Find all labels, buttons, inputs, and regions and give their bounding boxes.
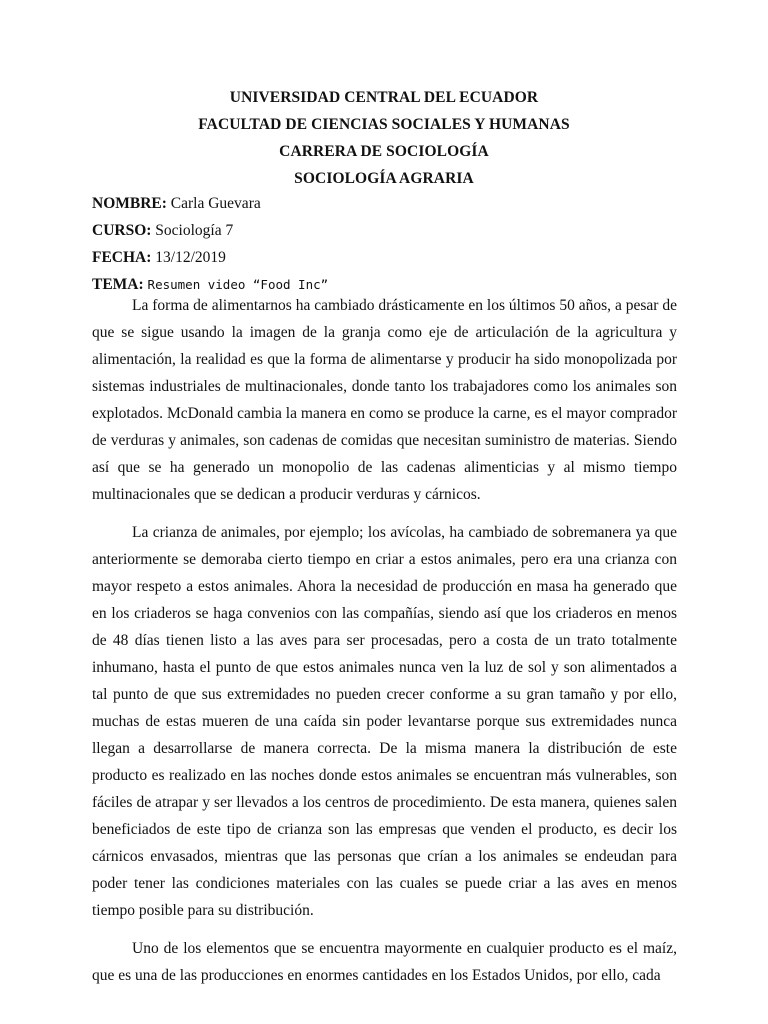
name-label: NOMBRE: [92, 195, 167, 212]
course-value: Sociología 7 [155, 222, 234, 239]
paragraph-3: Uno de los elementos que se encuentra mayormente en cualquier producto es el maíz, que es una de las producciones en enormes cantidades en los Estados Unidos, por ello, cada [92, 940, 677, 984]
name-value: Carla Guevara [170, 195, 261, 212]
course-label: CURSO: [92, 222, 152, 239]
university-name: UNIVERSIDAD CENTRAL DEL ECUADOR [229, 89, 539, 106]
topic-label: TEMA: [92, 276, 144, 293]
program-name: CARRERA DE SOCIOLOGÍA [279, 143, 489, 160]
faculty-name: FACULTAD DE CIENCIAS SOCIALES Y HUMANAS [198, 116, 570, 133]
paragraph-2: La crianza de animales, por ejemplo; los avícolas, ha cambiado de sobremanera ya que anteriormente se demoraba cierto tiempo en criar a estos animales, pero era una crianza con mayor respeto a estos animales. Ahora la necesidad de producción en masa ha generado que en los criaderos se haga convenios con las compañías, siendo así que los criaderos en menos de 48 días tienen listo a las aves para ser procesadas, pero a costa de un trato totalmente inhumano, hasta el punto de que estos animales nunca ven la luz de sol y son alimentados a tal punto de que sus extremidades no pueden crecer conforme a su gran tamaño y por ello, muchas de estas mueren de una caída sin poder levantarse porque sus extremidades nunca llegan a desarrollarse de manera correcta. De la misma manera la distribución de este producto es realizado en las noches donde estos animales se encuentran más vulnerables, son fáciles de atrapar y ser llevados a los centros de procedimiento. De esta manera, quienes salen beneficiados de este tipo de crianza son las empresas que venden el producto, es decir los cárnicos envasados, mientras que las personas que crían a los animales se endeudan para poder tener las condiciones materiales con las cuales se puede criar a las aves en menos tiempo posible para su distribución. [92, 524, 677, 919]
student-info [92, 190, 692, 298]
date-line [92, 244, 692, 271]
name-line [92, 190, 692, 217]
date-value: 13/12/2019 [155, 249, 226, 266]
document-header [0, 84, 768, 192]
topic-value: Resumen video “Food Inc” [147, 277, 329, 292]
document-body [92, 292, 677, 1000]
subject-name: SOCIOLOGÍA AGRARIA [294, 170, 474, 187]
course-line [92, 217, 692, 244]
date-label: FECHA: [92, 249, 152, 266]
paragraph-1: La forma de alimentarnos ha cambiado drásticamente en los últimos 50 años, a pesar de que se sigue usando la imagen de la granja como eje de articulación de la agricultura y alimentación, la realidad es que la forma de alimentarse y producir ha sido monopolizada por sistemas industriales de multinacionales, donde tanto los trabajadores como los animales son explotados. McDonald cambia la manera en como se produce la carne, es el mayor comprador de verduras y animales, son cadenas de comidas que necesitan suministro de materias. Siendo así que se ha generado un monopolio de las cadenas alimenticias y al mismo tiempo multinacionales que se dedican a producir verduras y cárnicos. [92, 297, 677, 503]
